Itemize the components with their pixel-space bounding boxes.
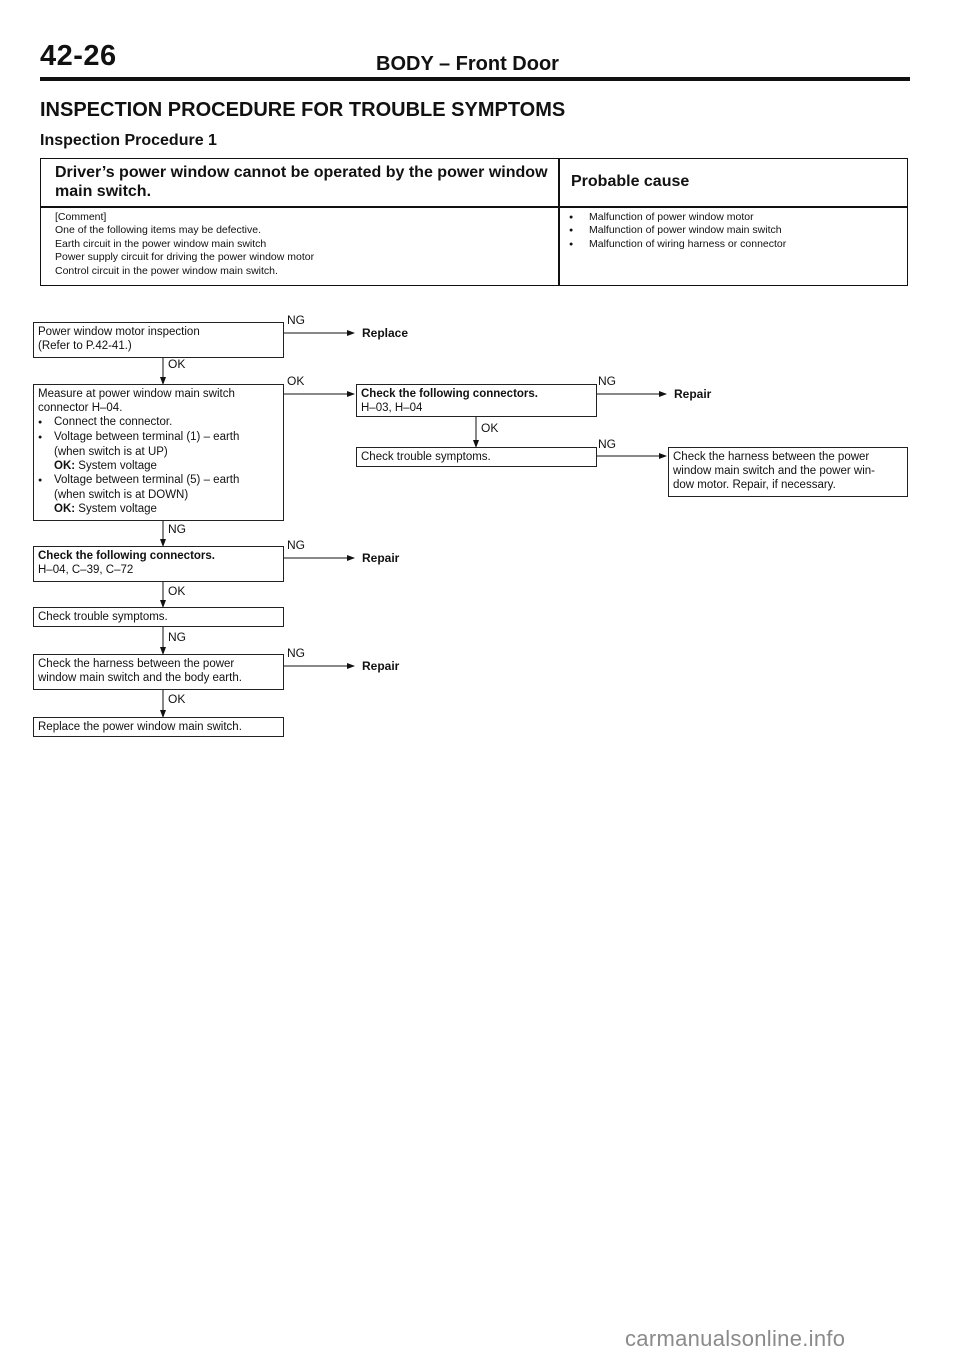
flow-step-measure-switch (33, 384, 284, 521)
sub-heading: Inspection Procedure 1 (40, 132, 217, 149)
cause-item: ● Malfunction of power window motor (569, 211, 786, 224)
flow-step-check-symptoms-right (356, 447, 597, 467)
flow-step-check-harness-motor (668, 447, 908, 497)
page-number: 42-26 (40, 40, 117, 72)
ok-label: OK: (54, 503, 76, 515)
ok-label: OK: (54, 460, 76, 472)
ok-value: System voltage (78, 460, 157, 472)
ok-criteria (38, 459, 279, 473)
step-text: window main switch and the power win- (673, 465, 875, 477)
ok-label: OK (168, 584, 186, 598)
ok-label: OK (168, 692, 186, 706)
flow-step-motor-inspection (33, 322, 284, 358)
comment-line: One of the following items may be defective. (55, 224, 262, 237)
step-title: Check the following connectors. (38, 550, 215, 562)
step-text: (when switch is at DOWN) (54, 489, 189, 501)
symptom-title: Driver’s power window cannot be operated by the power window main switch. (55, 164, 548, 200)
ng-label: NG (168, 630, 186, 644)
ok-label: OK (287, 374, 305, 388)
comment-line: [Comment] (55, 211, 107, 223)
probable-cause-header: Probable cause (571, 173, 690, 190)
cause-item: ● Malfunction of power window main switch (569, 224, 786, 237)
ok-value: System voltage (78, 503, 157, 515)
result-replace: Replace (362, 326, 409, 340)
step-text: (when switch is at UP) (54, 446, 168, 458)
step-text: Power window motor inspection (38, 326, 200, 338)
bullet-icon: ● (38, 477, 43, 484)
step-text: Check the harness between the power (673, 451, 870, 463)
step-text: Measure at power window main switch (38, 388, 235, 400)
step-text: Connect the connector. (54, 416, 173, 428)
result-repair: Repair (362, 659, 400, 673)
flow-step-replace-switch (33, 717, 284, 737)
ng-label: NG (168, 522, 186, 536)
cause-item: ● Malfunction of wiring harness or connector (569, 238, 786, 251)
step-text: window main switch and the body earth. (38, 672, 242, 684)
step-bullet (38, 415, 279, 430)
step-text: H–03, H–04 (361, 402, 423, 414)
bullet-icon: ● (38, 434, 43, 441)
comment-line: Earth circuit in the power window main switch (55, 237, 267, 250)
ok-label: OK (168, 357, 186, 371)
step-text: Check trouble symptoms. (38, 611, 168, 623)
comment-line: Control circuit in the power window main switch. (55, 264, 278, 277)
step-title: Check the following connectors. (361, 388, 538, 400)
ng-label: NG (287, 313, 305, 327)
watermark: carmanualsonline.info (625, 1326, 846, 1351)
ok-criteria (38, 502, 279, 516)
bullet-icon: ● (38, 419, 43, 426)
result-repair: Repair (674, 387, 712, 401)
step-bullet (38, 473, 279, 488)
ng-label: NG (598, 437, 616, 451)
step-text: Check trouble symptoms. (361, 451, 491, 463)
step-text: (Refer to P.42-41.) (38, 340, 132, 352)
step-text: Voltage between terminal (5) – earth (54, 474, 240, 486)
flow-step-check-symptoms (33, 607, 284, 627)
flow-step-check-connectors-right (356, 384, 597, 417)
comment-line: Power supply circuit for driving the power window motor (55, 251, 315, 264)
ng-label: NG (287, 538, 305, 552)
section-title: BODY – Front Door (376, 53, 559, 75)
ng-label: NG (287, 646, 305, 660)
step-text: H–04, C–39, C–72 (38, 564, 134, 576)
step-text: connector H–04. (38, 402, 123, 414)
main-heading: INSPECTION PROCEDURE FOR TROUBLE SYMPTOMS (40, 99, 566, 121)
flow-step-check-connectors (33, 546, 284, 582)
step-text: Replace the power window main switch. (38, 721, 242, 733)
ng-label: NG (598, 374, 616, 388)
step-text: Check the harness between the power (38, 658, 235, 670)
flow-step-check-harness-earth (33, 654, 284, 690)
step-bullet (38, 430, 279, 445)
step-text: dow motor. Repair, if necessary. (673, 479, 836, 491)
result-repair: Repair (362, 551, 400, 565)
step-text: Voltage between terminal (1) – earth (54, 431, 240, 443)
ok-label: OK (481, 421, 499, 435)
